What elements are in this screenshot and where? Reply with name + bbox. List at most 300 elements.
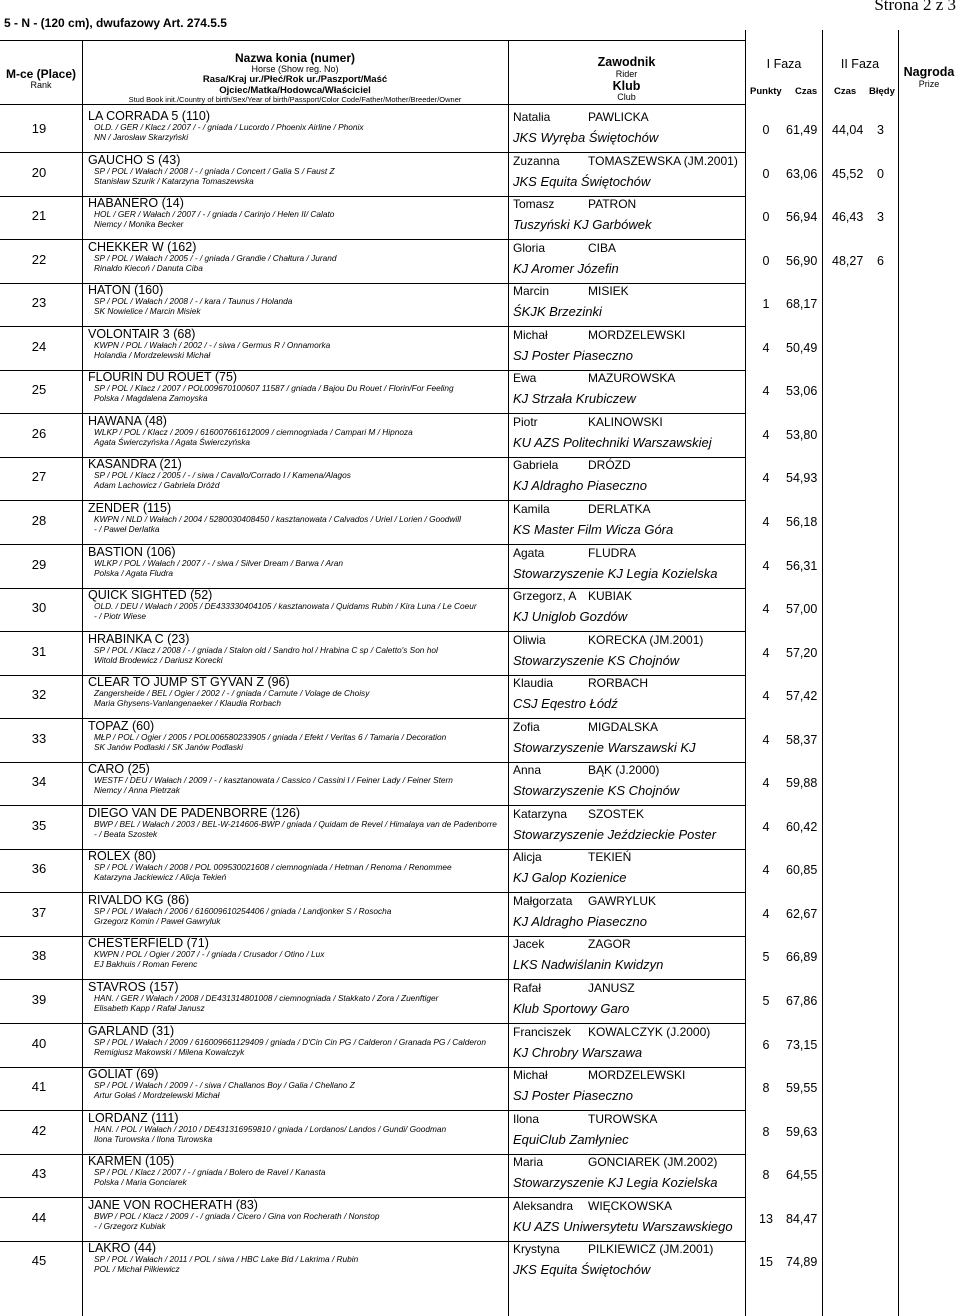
points-cell: 13 [759,1212,773,1226]
rank-cell: 29 [31,557,47,572]
table-row [0,501,960,544]
rank-cell: 40 [31,1036,47,1051]
rider-last-name: KUBIAK [588,589,633,603]
club-name: Klub Sportowy Garo [513,1001,630,1016]
club-name: Stowarzyszenie Warszawski KJ [513,740,696,755]
rider-first-name: Maria [513,1155,544,1169]
table-row [0,370,960,413]
rider-first-name: Zofia [513,720,540,734]
horse-cell [88,980,504,1013]
rank-cell: 38 [31,948,47,963]
points-cell: 1 [762,297,770,311]
rank-cell: 36 [31,861,47,876]
club-name: SJ Poster Piaseczno [513,1088,633,1103]
horse-info: SP / POL / Wałach / 2006 / 616009610254406 / gniada / Landjonker S / Rosocha [94,906,392,916]
rider-first-name: Marcin [513,284,550,298]
horse-owner: Witold Brodewicz / Dariusz Korecki [94,654,223,665]
horse-info: OLD. / DEU / Wałach / 2005 / DE433330404105 / kasztanowata / Quidams Rubin / Kira Luna / Le Coeur [94,601,477,611]
club-name: KU AZS Politechniki Warszawskiej [513,435,712,450]
rider-first-name: Gabriela [513,458,559,472]
rank-header [0,68,82,91]
horse-owner: Niemcy / Monika Becker [94,218,184,229]
rider-first-name: Michał [513,328,548,342]
horse-name: LORDANZ (111) [88,1111,179,1125]
horse-owner: Grzegorz Komin / Paweł Gawryluk [94,915,221,926]
rank-cell: 33 [31,731,47,746]
horse-owner: Maria Ghysens-Vanlangenaeker / Klaudia Rorbach [94,697,281,708]
faults-header: Błędy [869,86,895,97]
points-cell: 4 [762,602,770,616]
club-name: KJ Galop Kozienice [513,870,627,885]
horse-name: HABANERO (14) [88,196,184,210]
time1-cell: 60,42 [786,820,818,834]
rank-cell: 37 [31,905,47,920]
horse-cell [88,762,504,795]
rank-cell: 31 [31,644,47,659]
rider-first-name: Ewa [513,371,537,385]
time1-cell: 59,88 [786,776,818,790]
rider-first-name: Piotr [513,415,538,429]
points-cell: 6 [762,1038,770,1052]
horse-owner: Artur Gołaś / Mordzelewski Michał [94,1089,220,1100]
time1-cell: 50,49 [786,341,818,355]
club-name: Tuszyński KJ Garbówek [513,217,652,232]
rider-last-name: CIBA [588,241,617,255]
rider-last-name: PATRON [588,197,637,211]
rank-header-en: Rank [30,80,52,91]
horse-info: KWPN / POL / Wałach / 2002 / - / siwa / Germus R / Onnamorka [94,340,331,350]
horse-owner: NN / Jarosław Skarzyński [94,131,189,142]
rider-first-name: Natalia [513,110,551,124]
table-row [0,762,960,805]
faults-cell: 3 [877,210,884,224]
horse-name: FLOURIN DU ROUET (75) [88,370,238,384]
horse-name: BASTION (106) [88,545,176,559]
horse-info: HAN. / GER / Wałach / 2008 / DE431314801008 / ciemnogniada / Stakkato / Zora / Zuenftiger [94,993,439,1003]
horse-name: ZENDER (115) [88,501,172,515]
table-row [0,632,960,675]
rank-cell: 32 [31,687,47,702]
points-cell: 5 [762,950,770,964]
club-name: Stowarzyszenie KS Chojnów [513,783,680,798]
horse-owner: - / Paweł Derlatka [94,523,160,534]
horse-info: SP / POL / Wałach / 2011 / POL / siwa / HBC Lake Bid / Lakrima / Rubin [94,1254,359,1264]
rank-cell: 27 [31,469,47,484]
horse-info: SP / POL / Klacz / 2005 / - / siwa / Cavallo/Corrado I / Kamena/Alagos [94,470,351,480]
time2-cell: 46,43 [832,210,864,224]
rank-cell: 35 [31,818,47,833]
club-name: JKS Equita Świętochów [513,174,651,189]
horse-info: KWPN / POL / Ogier / 2007 / - / gniada / Crusador / Otino / Lux [94,949,325,959]
horse-info: HOL / GER / Wałach / 2007 / - / gniada / Carinjo / Helen II/ Calato [94,209,335,219]
horse-info: SP / POL / Wałach / 2008 / - / kara / Taunus / Holanda [94,296,293,306]
horse-cell [88,414,504,447]
rider-last-name: DRÓZD [588,458,631,472]
points-header: Punkty [750,86,782,97]
rider-last-name: MAZUROWSKA [588,371,676,385]
rider-header [508,56,745,103]
rider-header-en: Rider [615,68,638,79]
table-row [0,806,960,849]
horse-info: SP / POL / Wałach / 2009 / - / siwa / Challanos Boy / Galia / Chellano Z [94,1080,355,1090]
rider-last-name: PAWLICKA [588,110,649,124]
rank-cell: 41 [31,1079,47,1094]
points-cell: 4 [762,820,770,834]
horse-cell [88,1198,504,1231]
rank-cell: 21 [31,208,47,223]
horse-cell [88,196,504,229]
points-cell: 4 [762,341,770,355]
horse-header-title: Nazwa konia (numer) [234,51,356,65]
points-cell: 4 [762,559,770,573]
horse-name: GOLIAT (69) [88,1067,159,1081]
rider-first-name: Franciszek [513,1025,572,1039]
horse-name: RIVALDO KG (86) [88,893,190,907]
points-cell: 4 [762,689,770,703]
horse-info: SP / POL / Klacz / 2007 / - / gniada / Bolero de Ravel / Kanasta [94,1167,326,1177]
rider-last-name: MORDZELEWSKI [588,1068,686,1082]
horse-info: Zangersheide / BEL / Ogier / 2002 / - / gniada / Carnute / Volage de Choisy [94,688,370,698]
competition-title: 5 - N - (120 cm), dwufazowy Art. 274.5.5 [4,16,227,30]
rider-last-name: KORECKA (JM.2001) [588,633,704,647]
time1-cell: 60,85 [786,863,818,877]
rank-cell: 23 [31,295,47,310]
horse-owner: Holandia / Mordzelewski Michał [94,349,211,360]
horse-name: TOPAZ (60) [88,719,155,733]
table-row [0,240,960,283]
horse-info: BWP / POL / Klacz / 2009 / - / gniada / Cicero / Gina von Rocherath / Nonstop [94,1211,380,1221]
page-label: Strona 2 z 3 [874,0,956,14]
rider-last-name: ZAGOR [588,937,631,951]
horse-name: LAKRO (44) [88,1241,157,1255]
horse-name: CHEKKER W (162) [88,240,197,254]
horse-owner: Adam Lachowicz / Gabriela Dróżd [94,479,220,490]
time1-cell: 56,90 [786,254,818,268]
table-row [0,1067,960,1110]
table-row [0,1241,960,1284]
time1-cell: 61,49 [786,123,818,137]
rider-last-name: BĄK (J.2000) [588,763,660,777]
prize-header-en: Prize [918,78,940,89]
rank-cell: 24 [31,339,47,354]
table-row [0,283,960,326]
rider-first-name: Grzegorz, A [513,589,577,603]
horse-cell [88,588,504,621]
horse-cell [88,240,504,273]
table-row [0,109,960,152]
time1-cell: 62,67 [786,907,818,921]
rank-cell: 26 [31,426,47,441]
rider-last-name: SZOSTEK [588,807,645,821]
horse-info: SP / POL / Wałach / 2008 / POL 009530021608 / ciemnogniada / Hetman / Renoma / Renommee [94,862,452,872]
faults-cell: 3 [877,123,884,137]
rank-cell: 34 [31,774,47,789]
horse-name: ROLEX (80) [88,849,157,863]
table-row [0,893,960,936]
horse-info: BWP / BEL / Wałach / 2003 / BEL-W-214606-BWP / gniada / Quidam de Revel / Himalaya van de Padenborre [94,819,497,829]
time1-cell: 68,17 [786,297,818,311]
time2-cell: 48,27 [832,254,864,268]
time1-cell: 53,80 [786,428,818,442]
club-name: LKS Nadwiślanin Kwidzyn [513,957,664,972]
club-header-title: Klub [612,78,641,93]
points-cell: 8 [762,1081,770,1095]
horse-owner: Ilona Turowska / Ilona Turowska [94,1133,213,1144]
horse-owner: - / Grzegorz Kubiak [94,1220,166,1231]
horse-info: WLKP / POL / Klacz / 2009 / 616007661612009 / ciemnogniada / Campari M / Hipnoza [94,427,413,437]
time1-cell: 57,20 [786,646,818,660]
horse-name: JANE VON ROCHERATH (83) [88,1198,258,1212]
club-name: KJ Uniglob Gozdów [513,609,628,624]
rider-last-name: PILKIEWICZ (JM.2001) [588,1242,714,1256]
phase1-header: I Faza [766,57,802,71]
rider-first-name: Katarzyna [513,807,568,821]
table-row [0,675,960,718]
club-name: KJ Aromer Józefin [513,261,619,276]
rider-first-name: Jacek [513,937,545,951]
rank-cell: 30 [31,600,47,615]
time1-cell: 56,18 [786,515,818,529]
rider-last-name: MORDZELEWSKI [588,328,686,342]
points-cell: 0 [762,210,770,224]
horse-name: QUICK SIGHTED (52) [88,588,213,602]
horse-owner: Polska / Maria Gonciarek [94,1176,187,1187]
rider-last-name: WIĘCKOWSKA [588,1199,673,1213]
rider-first-name: Rafał [513,981,542,995]
horse-name: HRABINKA C (23) [88,632,190,646]
club-name: ŚKJK Brzezinki [513,304,602,319]
horse-owner: SK Janów Podlaski / SK Janów Podlaski [94,741,243,752]
time1-cell: 57,42 [786,689,818,703]
club-name: Stowarzyszenie KJ Legia Kozielska [513,1175,718,1190]
horse-info: SP / POL / Wałach / 2009 / 616009661129409 / gniada / D'Cin Cin PG / Calderon / Granada PG / Calderon [94,1037,486,1047]
time2-cell: 44,04 [832,123,864,137]
rider-header-title: Zawodnik [597,55,656,69]
horse-cell [88,1154,504,1187]
points-cell: 4 [762,863,770,877]
rank-cell: 28 [31,513,47,528]
points-cell: 4 [762,384,770,398]
horse-header-line2: Rasa/Kraj ur./Płeć/Rok ur./Paszport/Maść [202,74,388,86]
horse-name: KASANDRA (21) [88,457,182,471]
time1-cell: 59,55 [786,1081,818,1095]
horse-cell [88,457,504,490]
horse-owner: SK Nowielice / Marcin Misiek [94,305,201,316]
phase2-header: II Faza [840,57,880,71]
horse-info: HAN. / POL / Wałach / 2010 / DE431316959810 / gniada / Lordanos/ Landos / Gundi/ Goodman [94,1124,447,1134]
horse-header-line4: Stud Book init./Country of birth/Sex/Year of birth/Passport/Color Code/Father/Mother/Breeder/Owner [128,94,462,104]
club-name: Stowarzyszenie Jeździeckie Poster [513,827,717,842]
horse-cell [88,893,504,926]
rider-first-name: Gloria [513,241,546,255]
club-name: Stowarzyszenie KJ Legia Kozielska [513,566,718,581]
table-row [0,153,960,196]
horse-info: MŁP / POL / Ogier / 2005 / POL00658023390​5 / gniada / Efekt / Veritas 6 / Tamaria / Decoration [94,732,447,742]
horse-info: SP / POL / Klacz / 2007 / POL009670100607 11587 / gniada / Bajou Du Rouet / Florin/For Feeling [94,383,454,393]
horse-header-en: Horse (Show reg. No) [251,64,339,75]
time1-cell: 64,55 [786,1168,818,1182]
rider-last-name: MIGDALSKA [588,720,659,734]
rider-last-name: GONCIAREK (JM.2002) [588,1155,718,1169]
rider-last-name: KALINOWSKI [588,415,663,429]
table-row [0,1111,960,1154]
prize-header-pl: Nagroda [903,65,955,79]
horse-info: SP / POL / Klacz / 2008 / - / gniada / Stalon old / Sandro hol / Hrabina C sp / Caletto's Son hol [94,645,438,655]
table-row [0,196,960,239]
points-cell: 4 [762,646,770,660]
rider-first-name: Ilona [513,1112,540,1126]
points-cell: 4 [762,776,770,790]
club-name: EquiClub Zamłyniec [513,1132,629,1147]
time2-cell: 45,52 [832,167,864,181]
rider-first-name: Alicja [513,850,542,864]
club-header-en: Club [617,92,636,103]
horse-cell [88,501,504,534]
horse-header-line3: Ojciec/Matka/Hodowca/Właściciel [219,84,371,96]
horse-name: CLEAR TO JUMP ST GYVAN Z (96) [88,675,290,689]
horse-name: LA CORRADA 5 (110) [88,109,211,123]
time1-cell: 59,63 [786,1125,818,1139]
rider-last-name: TUROWSKA [588,1112,658,1126]
club-name: Stowarzyszenie KS Chojnów [513,653,680,668]
rider-first-name: Agata [513,546,545,560]
faults-cell: 0 [877,167,884,181]
points-cell: 0 [762,123,770,137]
horse-cell [88,327,504,360]
club-name: KU AZS Uniwersytetu Warszawskiego [513,1219,733,1234]
club-name: JKS Wyręba Świętochów [513,130,659,145]
prize-header [898,66,960,90]
horse-info: WESTF / DEU / Wałach / 2009 / - / kasztanowata / Cassico / Cassini I / Feiner Lady / Feiner Stern [94,775,453,785]
table-row [0,980,960,1023]
horse-info: SP / POL / Wałach / 2008 / - / gniada / Concert / Galia S / Faust Z [94,166,335,176]
rider-first-name: Małgorzata [513,894,573,908]
time1-header: Czas [795,86,818,97]
points-cell: 8 [762,1168,770,1182]
rank-cell: 45 [31,1253,47,1268]
horse-cell [88,1111,504,1144]
horse-name: CHESTERFIELD (71) [88,936,209,950]
points-cell: 4 [762,515,770,529]
points-cell: 0 [762,167,770,181]
rider-first-name: Zuzanna [513,154,560,168]
rider-last-name: TEKIEŃ [588,850,632,864]
rider-last-name: GAWRYLUK [588,894,657,908]
rank-cell: 44 [31,1210,47,1225]
horse-owner: POL / Michał Pilkiewicz [94,1263,180,1274]
horse-info: WLKP / POL / Wałach / 2007 / - / siwa / Silver Dream / Barwa / Aran [94,558,343,568]
rider-first-name: Oliwia [513,633,546,647]
points-cell: 8 [762,1125,770,1139]
horse-owner: - / Beata Szostek [94,828,158,839]
horse-name: HATON (160) [88,283,164,297]
time1-cell: 66,89 [786,950,818,964]
horse-name: DIEGO VAN DE PADENBORRE (126) [88,806,301,820]
table-row [0,1024,960,1067]
horse-name: CARO (25) [88,762,150,776]
horse-name: STAVROS (157) [88,980,179,994]
rider-last-name: MISIEK [588,284,629,298]
rider-first-name: Kamila [513,502,550,516]
rider-first-name: Aleksandra [513,1199,574,1213]
horse-cell [88,283,504,316]
horse-name: GAUCHO S (43) [88,153,181,167]
table-row [0,457,960,500]
rank-cell: 39 [31,992,47,1007]
club-name: SJ Poster Piaseczno [513,348,633,363]
horse-cell [88,675,504,708]
horse-owner: Polska / Agata Fludra [94,567,174,578]
rank-cell: 42 [31,1123,47,1138]
club-name: KS Master Film Wicza Góra [513,522,674,537]
points-cell: 4 [762,733,770,747]
horse-cell [88,936,504,969]
rider-first-name: Krystyna [513,1242,560,1256]
rank-cell: 25 [31,382,47,397]
table-row [0,719,960,762]
horse-owner: Katarzyna Jackiewicz / Alicja Tekień [94,871,227,882]
time1-cell: 58,37 [786,733,818,747]
horse-owner: Stanisław Szurik / Katarzyna Tomaszewska [94,175,254,186]
table-row [0,545,960,588]
horse-header [82,52,508,104]
horse-cell [88,719,504,752]
club-name: KJ Chrobry Warszawa [513,1045,643,1060]
horse-cell [88,1024,504,1057]
horse-owner: Remigiusz Makowski / Milena Kowalczyk [94,1046,245,1057]
time1-cell: 56,31 [786,559,818,573]
horse-cell [88,153,504,186]
horse-owner: EJ Bakhuis / Roman Ferenc [94,958,198,969]
time1-cell: 57,00 [786,602,818,616]
points-cell: 4 [762,907,770,921]
horse-name: GARLAND (31) [88,1024,175,1038]
points-cell: 15 [759,1255,773,1269]
rider-first-name: Anna [513,763,542,777]
horse-cell [88,109,504,142]
rider-last-name: DERLATKA [588,502,651,516]
points-cell: 5 [762,994,770,1008]
table-row [0,849,960,892]
horse-name: HAWANA (48) [88,414,167,428]
table-row [0,327,960,370]
club-name: JKS Equita Świętochów [513,1262,651,1277]
horse-owner: Niemcy / Anna Pietrzak [94,784,180,795]
horse-cell [88,370,504,403]
rider-first-name: Klaudia [513,676,554,690]
horse-cell [88,849,504,882]
rider-last-name: RORBACH [588,676,649,690]
table-row [0,1154,960,1197]
rider-first-name: Tomasz [513,197,555,211]
horse-cell [88,632,504,665]
time1-cell: 73,15 [786,1038,818,1052]
table-row [0,588,960,631]
horse-info: SP / POL / Wałach / 2005 / - / gniada / Grandie / Chałtura / Jurand [94,253,337,263]
horse-cell [88,1067,504,1100]
rider-last-name: KOWALCZYK (J.2000) [588,1025,711,1039]
horse-info: KWPN / NLD / Wałach / 2004 / 528003040845​0 / kasztanowata / Calvados / Uriel / Lorien / Goodwill [94,514,461,524]
horse-cell [88,1241,504,1274]
rank-cell: 43 [31,1166,47,1181]
horse-cell [88,806,504,839]
table-row [0,414,960,457]
header-top-line [0,40,746,41]
table-row [0,1198,960,1241]
time2-header: Czas [834,86,857,97]
table-row [0,936,960,979]
time1-cell: 53,06 [786,384,818,398]
